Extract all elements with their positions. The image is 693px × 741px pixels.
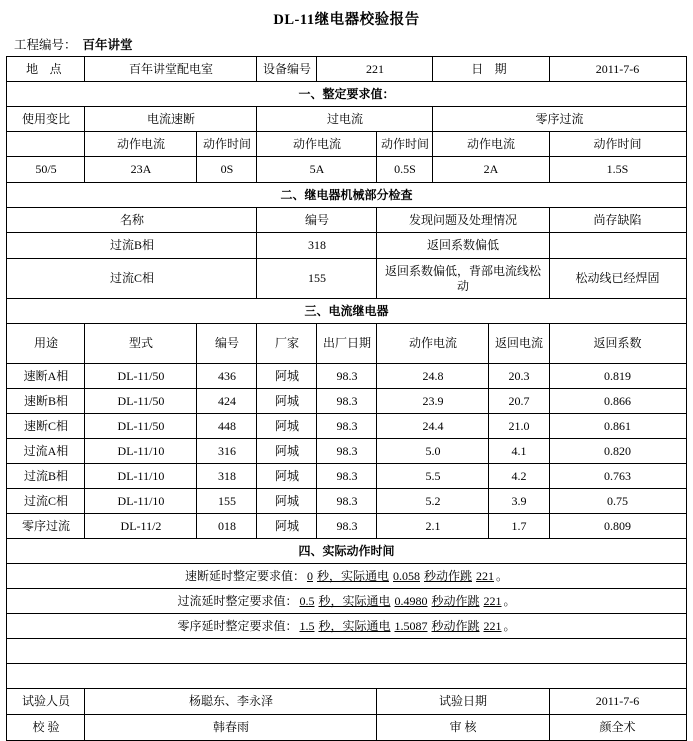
section1-header-fast: 电流速断 <box>85 107 257 132</box>
section4-line0-prefix: 速断延时整定要求值： <box>184 568 305 583</box>
table-row-spacer <box>7 664 686 689</box>
section3-r4-c6: 4.2 <box>489 464 549 489</box>
section3-header-use: 用途 <box>7 324 85 364</box>
section3-r6-c6: 1.7 <box>489 514 549 539</box>
section4-line0-suffix: 。 <box>496 568 509 583</box>
section2-row1-issue: 返回系数偏低，背部电流线松动 <box>377 259 549 299</box>
table-row-spacer <box>7 639 686 664</box>
section3-header-no: 编号 <box>197 324 257 364</box>
project-number-label: 工程编号： <box>14 38 77 52</box>
section3-r6-c2: 018 <box>197 514 257 539</box>
section4-line1-device: 221 <box>483 593 502 608</box>
section3-r1-c4: 98.3 <box>317 389 377 414</box>
project-number-line <box>6 35 687 56</box>
section4-line2-prefix: 零序延时整定要求值： <box>177 618 298 633</box>
section3-r5-c4: 98.3 <box>317 489 377 514</box>
section2-row0-name: 过流B相 <box>7 233 257 259</box>
section3-header-factory: 厂家 <box>257 324 317 364</box>
section3-header-coef: 返回系数 <box>549 324 686 364</box>
section3-r4-c7: 0.763 <box>549 464 686 489</box>
table-row <box>7 233 686 259</box>
table-row-section4-heading <box>7 539 686 564</box>
tester-value: 杨聪东、李永泽 <box>85 689 377 715</box>
section4-line2-mid2: 秒动作跳 <box>431 618 480 633</box>
table-row-section2-headers <box>7 208 686 233</box>
table-row <box>7 589 686 614</box>
section3-header-current: 动作电流 <box>377 324 489 364</box>
section3-r1-c5: 23.9 <box>377 389 489 414</box>
section2-header-issue: 发现问题及处理情况 <box>377 208 549 233</box>
section3-r1-c1: DL-11/50 <box>85 389 197 414</box>
section3-r5-c6: 3.9 <box>489 489 549 514</box>
section4-line0-set: 0 <box>306 568 313 583</box>
table-row <box>7 614 686 639</box>
section4-line-1 <box>7 589 686 614</box>
section4-heading: 四、实际动作时间 <box>7 539 686 564</box>
section2-row1-no: 155 <box>257 259 377 299</box>
date-value: 2011-7-6 <box>549 57 686 82</box>
section3-r2-c2: 448 <box>197 414 257 439</box>
section1-value-4: 2A <box>433 157 549 183</box>
section3-r2-c7: 0.861 <box>549 414 686 439</box>
test-date-value: 2011-7-6 <box>549 689 686 715</box>
section3-r1-c7: 0.866 <box>549 389 686 414</box>
table-row <box>7 414 686 439</box>
location-value: 百年讲堂配电室 <box>85 57 257 82</box>
table-row <box>7 514 686 539</box>
spacer-cell-1 <box>7 639 686 664</box>
section3-r1-c3: 阿城 <box>257 389 317 414</box>
section3-r6-c3: 阿城 <box>257 514 317 539</box>
section1-sub-zero-current: 动作电流 <box>433 132 549 157</box>
section3-r2-c1: DL-11/50 <box>85 414 197 439</box>
table-row-section1-heading <box>7 82 686 107</box>
section2-row1-defect: 松动线已经焊固 <box>549 259 686 299</box>
section1-value-5: 1.5S <box>549 157 686 183</box>
section3-r0-c5: 24.8 <box>377 364 489 389</box>
section3-r1-c0: 速断B相 <box>7 389 85 414</box>
section3-header-return-current: 返回电流 <box>489 324 549 364</box>
section3-r0-c0: 速断A相 <box>7 364 85 389</box>
report-table <box>6 56 686 741</box>
section3-header-type: 型式 <box>85 324 197 364</box>
section3-r3-c1: DL-11/10 <box>85 439 197 464</box>
section3-r2-c3: 阿城 <box>257 414 317 439</box>
section3-header-date <box>317 324 377 364</box>
location-label: 地 点 <box>7 57 85 82</box>
section4-line0-mid2: 秒动作跳 <box>424 568 473 583</box>
section3-r4-c2: 318 <box>197 464 257 489</box>
section3-r4-c0: 过流B相 <box>7 464 85 489</box>
section1-value-0: 23A <box>85 157 197 183</box>
section1-header-ratio: 使用变比 <box>7 107 85 132</box>
section4-line1-mid1: 秒，实际通电 <box>318 593 391 608</box>
section3-r4-c5: 5.5 <box>377 464 489 489</box>
table-row <box>7 564 686 589</box>
section4-line1-actual: 0.4980 <box>394 593 428 608</box>
section3-r6-c4: 98.3 <box>317 514 377 539</box>
table-row <box>7 259 686 299</box>
section2-heading: 二、继电器机械部分检查 <box>7 183 686 208</box>
table-row <box>7 389 686 414</box>
section1-value-1: 0S <box>197 157 257 183</box>
section2-row0-defect <box>549 233 686 259</box>
table-row-section1-headers <box>7 107 686 132</box>
section4-line1-set: 0.5 <box>299 593 315 608</box>
section3-r6-c1: DL-11/2 <box>85 514 197 539</box>
section3-r3-c0: 过流A相 <box>7 439 85 464</box>
section3-r4-c3: 阿城 <box>257 464 317 489</box>
test-date-label: 试验日期 <box>377 689 549 715</box>
table-row-footer-1 <box>7 689 686 715</box>
section2-header-no: 编号 <box>257 208 377 233</box>
section2-header-defect: 尚存缺陷 <box>549 208 686 233</box>
section3-r6-c0: 零序过流 <box>7 514 85 539</box>
checker-label: 校 验 <box>7 715 85 741</box>
table-row <box>7 464 686 489</box>
section4-line2-suffix: 。 <box>503 618 516 633</box>
section4-line2-mid1: 秒，实际通电 <box>318 618 391 633</box>
section1-sub-zero-time: 动作时间 <box>549 132 686 157</box>
section3-r5-c5: 5.2 <box>377 489 489 514</box>
tester-label: 试验人员 <box>7 689 85 715</box>
section4-line2-device: 221 <box>483 618 502 633</box>
table-row <box>7 364 686 389</box>
section4-line-0 <box>7 564 686 589</box>
section3-r3-c3: 阿城 <box>257 439 317 464</box>
section1-heading: 一、整定要求值： <box>7 82 686 107</box>
section3-heading: 三、电流继电器 <box>7 299 686 324</box>
section3-r4-c1: DL-11/10 <box>85 464 197 489</box>
section4-line2-actual: 1.5087 <box>394 618 428 633</box>
section3-r2-c6: 21.0 <box>489 414 549 439</box>
section3-r6-c5: 2.1 <box>377 514 489 539</box>
section4-line0-mid1: 秒，实际通电 <box>316 568 389 583</box>
section3-r2-c5: 24.4 <box>377 414 489 439</box>
section4-line0-actual: 0.058 <box>393 568 420 583</box>
project-number-value: 百年讲堂 <box>82 38 133 52</box>
section1-value-3: 0.5S <box>377 157 433 183</box>
section3-r0-c2: 436 <box>197 364 257 389</box>
section1-sub-over-time: 动作时间 <box>377 132 433 157</box>
section3-r1-c2: 424 <box>197 389 257 414</box>
section3-r3-c7: 0.820 <box>549 439 686 464</box>
table-row <box>7 439 686 464</box>
section3-r2-c4: 98.3 <box>317 414 377 439</box>
section4-line1-prefix: 过流延时整定要求值： <box>177 593 298 608</box>
approver-label: 审 核 <box>377 715 549 741</box>
section1-value-2: 5A <box>257 157 377 183</box>
section3-r3-c4: 98.3 <box>317 439 377 464</box>
table-row-section3-headers <box>7 324 686 364</box>
section1-sub-fast-time: 动作时间 <box>197 132 257 157</box>
section1-header-zero: 零序过流 <box>433 107 686 132</box>
section3-r0-c7: 0.819 <box>549 364 686 389</box>
section4-line-2 <box>7 614 686 639</box>
section4-line2-set: 1.5 <box>299 618 315 633</box>
section2-header-name: 名称 <box>7 208 257 233</box>
section3-r0-c6: 20.3 <box>489 364 549 389</box>
section1-header-over: 过电流 <box>257 107 433 132</box>
spacer-cell-2 <box>7 664 686 689</box>
section3-r3-c5: 5.0 <box>377 439 489 464</box>
approver-value: 颜全术 <box>549 715 686 741</box>
section2-row1-name: 过流C相 <box>7 259 257 299</box>
section3-r5-c3: 阿城 <box>257 489 317 514</box>
section3-r5-c7: 0.75 <box>549 489 686 514</box>
section4-line1-suffix: 。 <box>503 593 516 608</box>
section4-line0-device: 221 <box>476 568 495 583</box>
section3-r5-c1: DL-11/10 <box>85 489 197 514</box>
section3-r0-c1: DL-11/50 <box>85 364 197 389</box>
section3-r5-c0: 过流C相 <box>7 489 85 514</box>
table-row-section3-heading <box>7 299 686 324</box>
date-label: 日 期 <box>433 57 549 82</box>
device-label: 设备编号 <box>257 57 317 82</box>
section3-r1-c6: 20.7 <box>489 389 549 414</box>
section1-sub-over-current: 动作电流 <box>257 132 377 157</box>
section2-row0-no: 318 <box>257 233 377 259</box>
device-value: 221 <box>317 57 433 82</box>
table-row <box>7 489 686 514</box>
table-row-section1-values <box>7 157 686 183</box>
section1-sub-blank <box>7 132 85 157</box>
table-row-section1-subheaders <box>7 132 686 157</box>
section3-header-date-text: 出厂日期 <box>322 336 371 350</box>
checker-value: 韩春雨 <box>85 715 377 741</box>
section3-r0-c4: 98.3 <box>317 364 377 389</box>
page-title: DL-11继电器校验报告 <box>273 12 420 28</box>
section3-r5-c2: 155 <box>197 489 257 514</box>
section2-row0-issue: 返回系数偏低 <box>377 233 549 259</box>
table-row-header-info <box>7 57 686 82</box>
section3-r3-c2: 316 <box>197 439 257 464</box>
section3-r4-c4: 98.3 <box>317 464 377 489</box>
section4-line1-mid2: 秒动作跳 <box>431 593 480 608</box>
section3-r6-c7: 0.809 <box>549 514 686 539</box>
section3-r2-c0: 速断C相 <box>7 414 85 439</box>
section1-ratio-value: 50/5 <box>7 157 85 183</box>
section1-sub-fast-current: 动作电流 <box>85 132 197 157</box>
section3-r0-c3: 阿城 <box>257 364 317 389</box>
section3-r3-c6: 4.1 <box>489 439 549 464</box>
table-row-footer-2 <box>7 715 686 741</box>
table-row-section2-heading <box>7 183 686 208</box>
